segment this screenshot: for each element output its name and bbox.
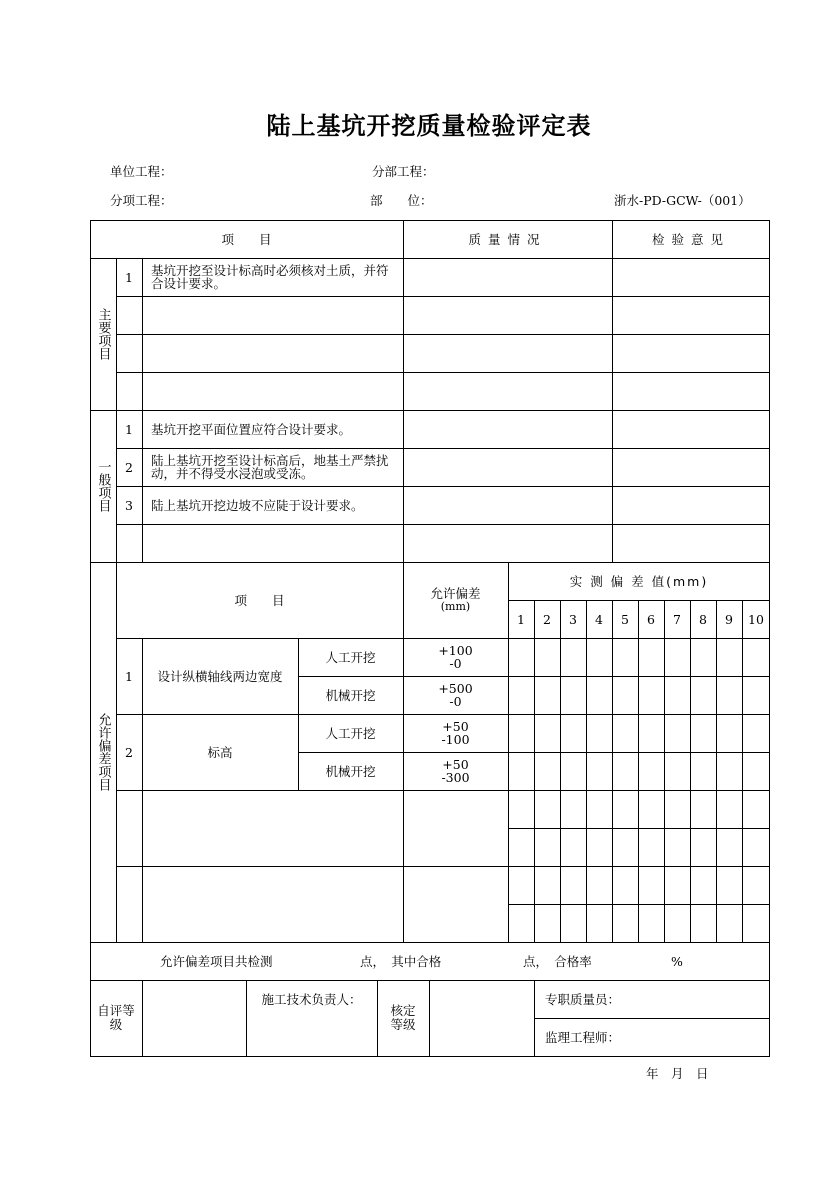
supervisor-label: 监理工程师： bbox=[545, 1029, 621, 1045]
general-items-label: 一般项目 bbox=[95, 460, 111, 512]
measure-col-7: 7 bbox=[673, 611, 681, 627]
unit-project-label: 单位工程： bbox=[110, 164, 173, 179]
tolerance-item-number: 2 bbox=[125, 744, 133, 760]
form-code: 浙水-PD-GCW-（001） bbox=[614, 193, 751, 208]
quality-officer-label: 专职质量员： bbox=[545, 991, 621, 1007]
division-project-label: 分部工程： bbox=[372, 164, 435, 179]
quality-column-header: 质量情况 bbox=[468, 231, 547, 247]
tolerance-item-header: 项 目 bbox=[234, 592, 285, 608]
allowed-deviation-value bbox=[403, 752, 508, 790]
deviation-lower: -0 bbox=[449, 694, 462, 709]
main-item-number: 1 bbox=[125, 269, 133, 285]
measure-col-5: 5 bbox=[621, 611, 629, 627]
tolerance-item-name: 设计纵横轴线两边宽度 bbox=[157, 668, 283, 684]
allowed-deviation-unit: (mm) bbox=[440, 600, 471, 613]
tolerance-items-label: 允许偏差项目 bbox=[95, 713, 111, 791]
deviation-lower: -300 bbox=[441, 770, 470, 785]
subitem-project-label: 分项工程： bbox=[110, 193, 173, 208]
summary-qualified-label: 点， 其中合格 bbox=[360, 953, 442, 969]
deviation-lower: -100 bbox=[441, 732, 470, 747]
general-item-text: 基坑开挖平面位置应符合设计要求。 bbox=[151, 421, 352, 437]
deviation-upper: +100 bbox=[438, 643, 473, 658]
deviation-upper: +50 bbox=[442, 719, 469, 734]
measured-deviation-header: 实 测 偏 差 值(mm) bbox=[569, 573, 709, 589]
excavation-method: 机械开挖 bbox=[325, 763, 376, 779]
excavation-method: 人工开挖 bbox=[325, 725, 376, 741]
general-item-text: 陆上基坑开挖边坡不应陡于设计要求。 bbox=[151, 497, 364, 513]
measure-col-3: 3 bbox=[569, 611, 577, 627]
location-label: 部 位： bbox=[370, 193, 433, 208]
inspection-column-header: 检验意见 bbox=[651, 231, 730, 247]
deviation-lower: -0 bbox=[449, 656, 462, 671]
page-title: 陆上基坑开挖质量检验评定表 bbox=[266, 112, 592, 140]
excavation-method: 机械开挖 bbox=[325, 687, 376, 703]
item-column-header: 项 目 bbox=[221, 231, 272, 247]
allowed-deviation-title: 允许偏差 bbox=[430, 586, 481, 601]
main-items-label: 主要项目 bbox=[95, 308, 111, 360]
tech-lead-label: 施工技术负责人： bbox=[261, 991, 362, 1007]
deviation-upper: +50 bbox=[442, 757, 469, 772]
allowed-deviation-header bbox=[403, 562, 508, 638]
measure-col-9: 9 bbox=[725, 611, 733, 627]
measure-col-6: 6 bbox=[647, 611, 655, 627]
allowed-deviation-value bbox=[403, 676, 508, 714]
general-item-number: 3 bbox=[125, 497, 133, 513]
measure-col-10: 10 bbox=[748, 611, 764, 627]
measure-col-8: 8 bbox=[699, 611, 707, 627]
general-item-text: 陆上基坑开挖至设计标高后，地基土严禁扰动，并不得受水浸泡或受冻。 bbox=[151, 453, 389, 481]
tolerance-item-name: 标高 bbox=[207, 744, 233, 760]
summary-percent: % bbox=[671, 953, 683, 969]
self-grade-label: 自评等级 bbox=[97, 1003, 135, 1032]
measure-col-4: 4 bbox=[595, 611, 603, 627]
general-item-number: 1 bbox=[125, 421, 133, 437]
allowed-deviation-value bbox=[403, 638, 508, 676]
approve-grade-label: 核定等级 bbox=[390, 1003, 416, 1032]
measure-col-2: 2 bbox=[543, 611, 551, 627]
summary-total-label: 允许偏差项目共检测 bbox=[160, 953, 273, 969]
date-line: 年 月 日 bbox=[646, 1066, 709, 1081]
allowed-deviation-value bbox=[403, 714, 508, 752]
excavation-method: 人工开挖 bbox=[325, 649, 376, 665]
deviation-upper: +500 bbox=[438, 681, 473, 696]
main-item-text: 基坑开挖至设计标高时必须核对土质，并符合设计要求。 bbox=[151, 263, 389, 291]
tolerance-item-number: 1 bbox=[125, 668, 133, 684]
summary-rate-label: 点， 合格率 bbox=[523, 953, 592, 969]
measure-col-1: 1 bbox=[517, 611, 525, 627]
general-item-number: 2 bbox=[125, 459, 133, 475]
